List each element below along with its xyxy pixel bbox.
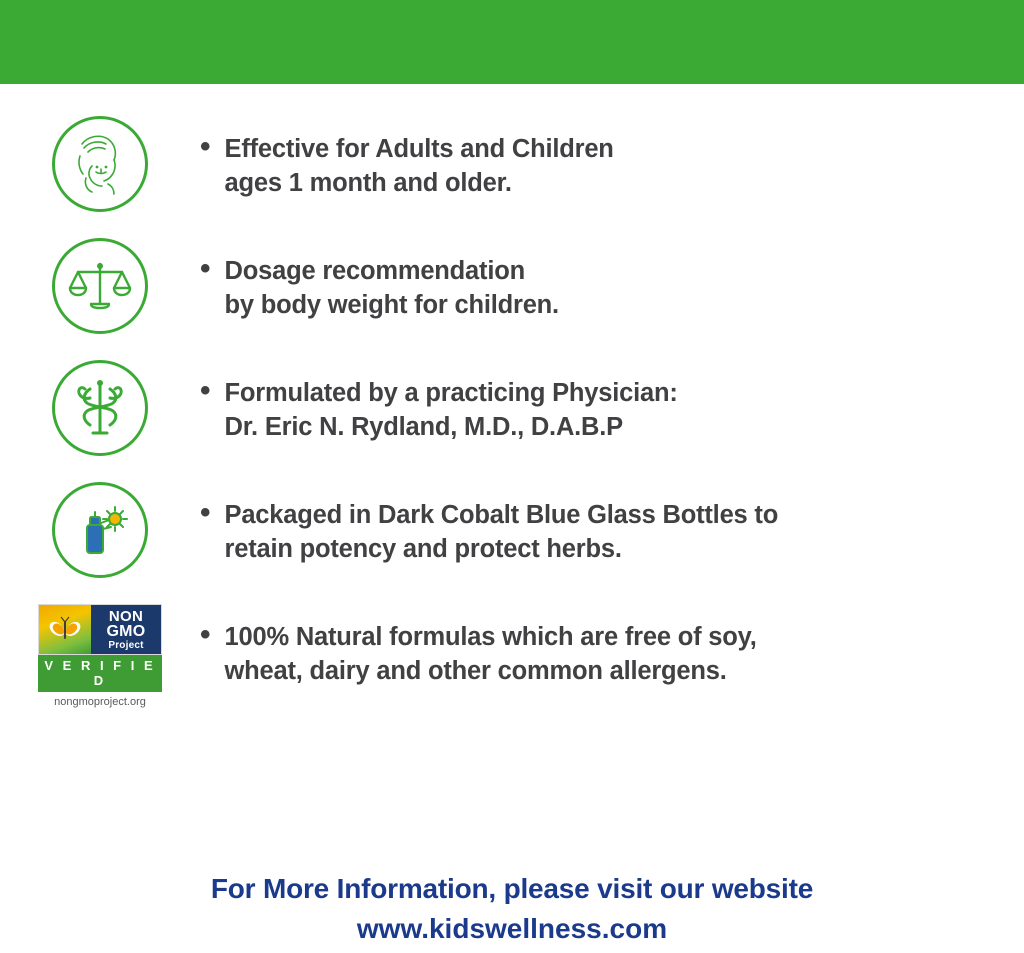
gmo-line-3: Project: [108, 639, 144, 651]
non-gmo-project-verified-badge: [38, 604, 162, 708]
gmo-line-1: NON: [108, 607, 144, 625]
feature-line-2: ages 1 month and older.: [224, 169, 512, 198]
feature-icon-cell: [0, 600, 200, 708]
gmo-badge-main: [38, 604, 162, 655]
list-item: [0, 356, 1024, 456]
feature-line-2: wheat, dairy and other common allergens.: [224, 657, 727, 686]
feature-line-2: by body weight for children.: [224, 291, 559, 320]
feature-line-2: Dr. Eric N. Rydland, M.D., D.A.B.P: [224, 413, 623, 442]
list-item: [0, 234, 1024, 334]
list-item: [0, 112, 1024, 212]
bullet-icon: •: [200, 496, 211, 529]
gmo-badge-wordmark: [91, 605, 161, 654]
gmo-line-2: GMO: [106, 622, 146, 640]
gmo-url-label: nongmoproject.org: [54, 696, 146, 708]
balance-scale-icon: [52, 238, 148, 334]
feature-icon-cell: [0, 478, 200, 578]
list-item: [0, 600, 1024, 708]
gmo-verified-label: V E R I F I E D: [38, 655, 162, 692]
feature-icon-cell: [0, 356, 200, 456]
bullet-icon: •: [200, 252, 211, 285]
bullet-icon: •: [200, 374, 211, 407]
top-green-bar: [0, 0, 1024, 84]
feature-text-cell: [200, 234, 1024, 323]
dropper-bottle-sun-icon: [52, 482, 148, 578]
feature-text-cell: [200, 600, 1024, 689]
feature-line-2: retain potency and protect herbs.: [224, 535, 622, 564]
feature-line-1: Effective for Adults and Children: [224, 135, 614, 163]
bullet-icon: •: [200, 130, 211, 163]
feature-text: [225, 376, 678, 445]
feature-icon-cell: [0, 234, 200, 334]
feature-text: [225, 620, 757, 689]
gmo-badge-artwork: [39, 605, 91, 654]
feature-line-1: Formulated by a practicing Physician:: [224, 379, 678, 407]
bullet-icon: •: [200, 618, 211, 651]
mother-and-child-icon: [52, 116, 148, 212]
caduceus-icon: [52, 360, 148, 456]
feature-line-1: Packaged in Dark Cobalt Blue Glass Bottles to: [224, 501, 779, 529]
list-item: [0, 478, 1024, 578]
feature-text-cell: [200, 478, 1024, 567]
feature-text: [225, 498, 779, 567]
feature-line-1: 100% Natural formulas which are free of soy,: [224, 623, 757, 651]
feature-text: [225, 254, 559, 323]
website-link[interactable]: www.kidswellness.com: [356, 913, 668, 944]
feature-list: [0, 112, 1024, 730]
feature-text: [225, 132, 614, 201]
feature-text-cell: [200, 356, 1024, 445]
footer-line-1: For More Information, please visit our website: [210, 873, 814, 904]
feature-line-1: Dosage recommendation: [224, 257, 525, 285]
feature-icon-cell: [0, 112, 200, 212]
footer: [0, 873, 1024, 945]
feature-text-cell: [200, 112, 1024, 201]
